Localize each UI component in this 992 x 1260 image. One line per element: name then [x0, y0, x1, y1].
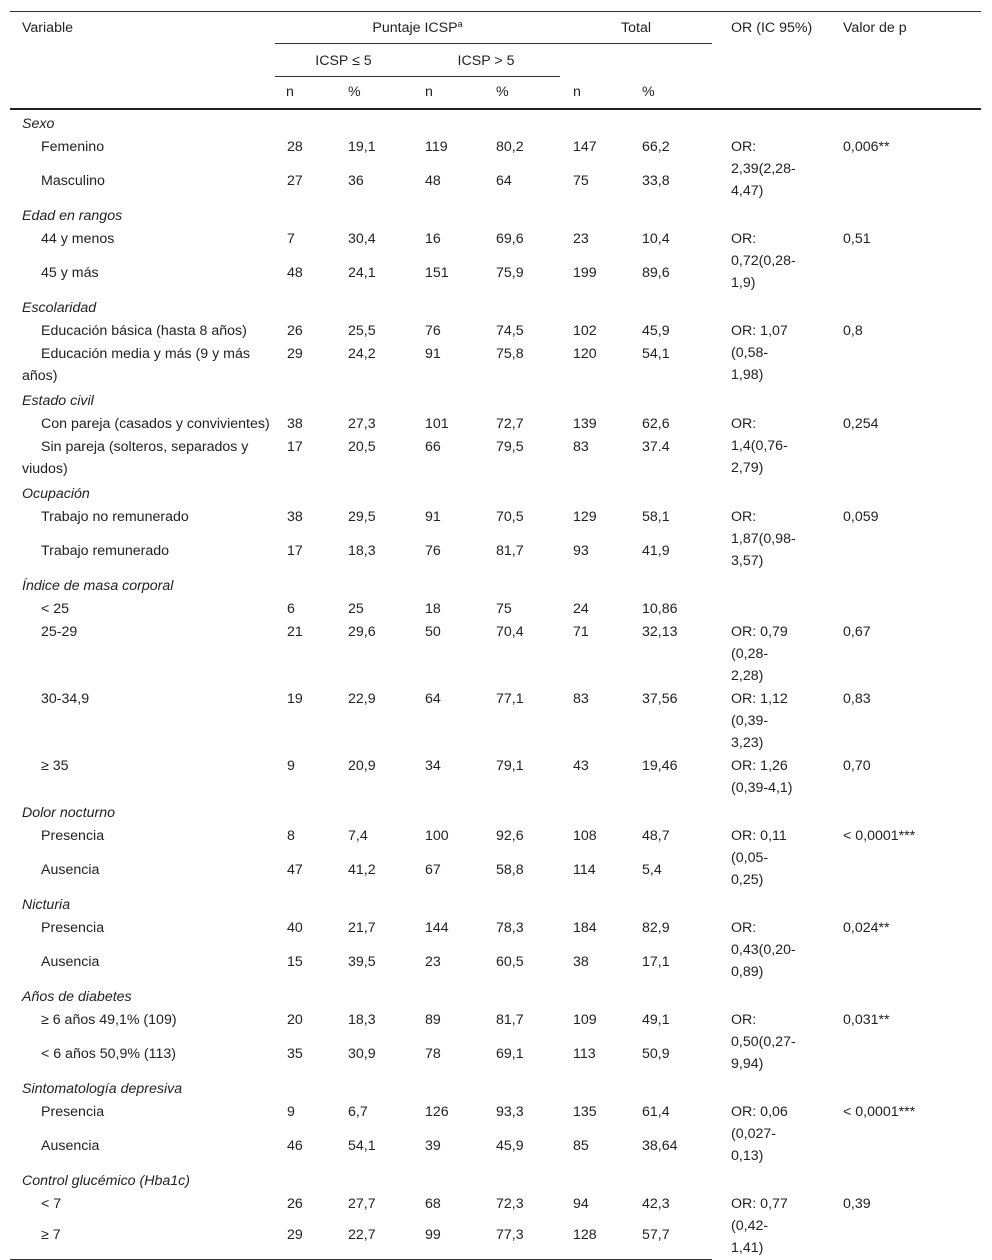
row-cell: 15	[287, 953, 303, 970]
row-cell: 30,9	[348, 1045, 376, 1062]
table-row	[10, 916, 981, 950]
row-cell: 50,9	[642, 1045, 670, 1062]
row-cell: 64	[425, 691, 441, 707]
section-row	[10, 387, 981, 412]
row-cell: 101	[425, 416, 449, 432]
row-label	[10, 1008, 275, 1042]
row-cell: 78	[425, 1045, 441, 1062]
section-row	[10, 1167, 981, 1192]
header-n-2: n	[412, 77, 483, 110]
header-pct-3: %	[629, 77, 712, 110]
p-value-cell: 0,67	[843, 624, 871, 640]
row-cell: 108	[573, 828, 597, 844]
row-cell: 54,1	[348, 1137, 376, 1154]
row-cell: 102	[573, 323, 597, 339]
row-cell: 29,6	[348, 624, 376, 640]
section-row	[10, 891, 981, 916]
section-title: Estado civil	[22, 393, 94, 409]
row-cell: 126	[425, 1104, 449, 1120]
table-row	[10, 754, 981, 799]
table-row	[10, 1192, 981, 1223]
row-cell: 70,4	[496, 624, 524, 640]
row-cell: 72,7	[496, 416, 524, 432]
odds-ratio-cell: OR: 2,39(2,28-4,47)	[731, 139, 796, 199]
row-cell: 62,6	[642, 416, 670, 432]
row-cell: 70,5	[496, 509, 524, 525]
header-pct-1: %	[337, 77, 412, 110]
row-cell: 17,1	[642, 953, 670, 970]
header-variable: Variable	[10, 12, 275, 44]
section-row	[10, 1075, 981, 1100]
row-cell: 129	[573, 509, 597, 525]
row-cell: 47	[287, 861, 303, 878]
row-cell: 147	[573, 139, 597, 155]
row-cell: 5,4	[642, 861, 662, 878]
row-cell: 75,9	[496, 264, 524, 281]
row-cell: 38,64	[642, 1137, 678, 1154]
row-cell: 22,7	[337, 1223, 412, 1260]
row-label	[10, 754, 275, 799]
row-cell: 19,1	[348, 139, 376, 155]
row-label-text: ≥ 6 años 49,1% (109)	[41, 1012, 177, 1028]
row-label-text: 25-29	[41, 624, 78, 640]
odds-ratio-cell: OR: 0,43(0,20-0,89)	[731, 920, 796, 980]
row-label-text: Presencia	[41, 1104, 105, 1120]
table-row	[10, 687, 981, 754]
section-row	[10, 294, 981, 319]
row-label	[10, 620, 275, 687]
row-label-text: 30-34,9	[41, 691, 90, 707]
row-cell: 18	[425, 601, 441, 617]
odds-ratio-cell: OR: 0,50(0,27-9,94)	[731, 1012, 796, 1072]
row-cell: 27,7	[348, 1196, 376, 1212]
table-row	[10, 505, 981, 539]
section-title: Nicturia	[22, 897, 71, 913]
row-label	[10, 135, 275, 169]
row-cell: 68	[425, 1196, 441, 1212]
row-cell: 75	[573, 172, 589, 189]
odds-ratio-cell: OR: 1,87(0,98-3,57)	[731, 509, 796, 569]
row-cell: 43	[573, 758, 589, 774]
row-label	[10, 505, 275, 539]
row-cell: 120	[573, 346, 597, 362]
p-value-cell: 0,70	[843, 758, 871, 774]
row-cell: 39,5	[348, 953, 376, 970]
row-cell: 99	[412, 1223, 483, 1260]
header-pct-2: %	[483, 77, 560, 110]
row-cell: 38	[287, 416, 303, 432]
row-cell: 26	[287, 323, 303, 339]
row-cell: 85	[573, 1137, 589, 1154]
section-title: Control glucémico (Hba1c)	[22, 1173, 190, 1189]
row-cell: 151	[425, 264, 449, 281]
row-cell: 89,6	[642, 264, 670, 281]
row-label-text: < 7	[41, 1196, 62, 1212]
row-label	[10, 319, 275, 342]
row-label	[10, 539, 275, 573]
row-cell: 72,3	[496, 1196, 524, 1212]
section-title: Dolor nocturno	[22, 805, 116, 821]
p-value-cell: < 0,0001***	[843, 828, 916, 844]
p-value-cell: < 0,0001***	[843, 1104, 916, 1120]
table-row	[10, 597, 981, 620]
row-label-text: Ausencia	[41, 1137, 100, 1154]
section-title: Escolaridad	[22, 300, 97, 316]
p-value-cell: 0,006**	[843, 139, 890, 155]
row-cell: 26	[287, 1196, 303, 1212]
section-title: Índice de masa corporal	[22, 578, 174, 594]
row-cell: 29,5	[348, 509, 376, 525]
p-value-cell: 0,83	[843, 691, 871, 707]
header-n-1: n	[275, 77, 337, 110]
row-label-text: Sin pareja (solteros, separados y viudos)	[22, 439, 249, 477]
row-cell: 6,7	[348, 1104, 368, 1120]
row-cell: 79,5	[496, 439, 524, 455]
row-cell: 8	[287, 828, 295, 844]
row-cell: 29	[287, 346, 303, 362]
row-cell: 94	[573, 1196, 589, 1212]
row-cell: 27	[287, 172, 303, 189]
row-cell: 41,2	[348, 861, 376, 878]
row-cell: 10,86	[642, 601, 678, 617]
row-cell: 6	[287, 601, 295, 617]
row-label	[10, 1192, 275, 1223]
row-cell: 20	[287, 1012, 303, 1028]
row-cell: 7	[287, 231, 295, 247]
odds-ratio-cell: OR: 0,72(0,28-1,9)	[731, 231, 796, 291]
odds-ratio-cell: OR: 1,4(0,76-2,79)	[731, 416, 788, 476]
row-label	[10, 597, 275, 620]
p-value-cell: 0,031**	[843, 1012, 890, 1028]
row-label-text: Educación media y más (9 y más años)	[22, 346, 250, 384]
section-row	[10, 572, 981, 597]
row-cell: 100	[425, 828, 449, 844]
row-cell: 93,3	[496, 1104, 524, 1120]
row-cell: 7,4	[348, 828, 368, 844]
row-label	[10, 824, 275, 858]
row-label-text: Ausencia	[41, 861, 100, 878]
row-cell: 76	[425, 542, 441, 559]
odds-ratio-cell: OR: 0,06 (0,027-0,13)	[731, 1104, 788, 1164]
row-label	[10, 435, 275, 480]
results-table	[10, 11, 981, 1260]
row-cell: 23	[425, 953, 441, 970]
header-n-3: n	[560, 77, 629, 110]
row-cell: 33,8	[642, 172, 670, 189]
row-cell: 18,3	[348, 542, 376, 559]
row-label-text: 45 y más	[41, 264, 99, 281]
row-cell: 40	[287, 920, 303, 936]
row-cell: 24,2	[348, 346, 376, 362]
row-cell: 199	[573, 264, 597, 281]
row-label	[10, 950, 275, 984]
table-row	[10, 135, 981, 169]
row-cell: 119	[425, 139, 448, 155]
row-cell: 21,7	[348, 920, 376, 936]
odds-ratio-cell: OR: 0,79 (0,28-2,28)	[731, 624, 788, 684]
row-cell: 20,9	[348, 758, 376, 774]
row-label	[10, 1100, 275, 1134]
header-group1: ICSP ≤ 5	[275, 44, 412, 77]
row-cell: 135	[573, 1104, 597, 1120]
row-label	[10, 169, 275, 203]
row-cell: 57,7	[629, 1223, 712, 1260]
row-label-text: Presencia	[41, 920, 105, 936]
row-cell: 60,5	[496, 953, 524, 970]
row-label-text: ≥ 35	[41, 758, 69, 774]
row-cell: 22,9	[348, 691, 376, 707]
row-cell: 46	[287, 1137, 303, 1154]
odds-ratio-cell: OR: 1,07 (0,58-1,98)	[731, 323, 788, 383]
row-cell: 29	[275, 1223, 337, 1260]
table-row	[10, 1100, 981, 1134]
row-cell: 69,6	[496, 231, 524, 247]
row-cell: 23	[573, 231, 589, 247]
row-cell: 50	[425, 624, 441, 640]
row-cell: 58,1	[642, 509, 670, 525]
row-label-text: Masculino	[41, 172, 105, 189]
row-label-text: Ausencia	[41, 953, 100, 970]
row-cell: 34	[425, 758, 441, 774]
row-cell: 81,7	[496, 542, 524, 559]
row-label-text: ≥ 7	[41, 1226, 61, 1243]
row-cell: 64	[496, 172, 512, 189]
row-cell: 83	[573, 691, 589, 707]
row-cell: 71	[573, 624, 589, 640]
row-label	[10, 916, 275, 950]
row-label-text: Trabajo no remunerado	[41, 509, 189, 525]
row-cell: 77,3	[483, 1223, 560, 1260]
odds-ratio-cell: OR: 0,77 (0,42-1,41)	[731, 1196, 788, 1256]
p-value-cell: 0,254	[843, 416, 879, 432]
section-row	[10, 480, 981, 505]
row-cell: 37.4	[642, 439, 670, 455]
row-cell: 58,8	[496, 861, 524, 878]
row-cell: 61,4	[642, 1104, 670, 1120]
row-label	[10, 1042, 275, 1076]
row-cell: 67	[425, 861, 441, 878]
odds-ratio-cell: OR: 0,11 (0,05-0,25)	[731, 828, 787, 888]
row-cell: 66,2	[642, 139, 670, 155]
row-cell: 19,46	[642, 758, 678, 774]
section-row	[10, 983, 981, 1008]
row-cell: 9	[287, 758, 295, 774]
header-pvalue: Valor de p	[840, 12, 981, 44]
row-cell: 91	[425, 346, 441, 362]
row-cell: 184	[573, 920, 597, 936]
row-cell: 28	[287, 139, 303, 155]
header-puntaje: Puntaje ICSP$^a$	[275, 12, 560, 44]
p-value-cell: 0,059	[843, 509, 879, 525]
row-cell: 36	[348, 172, 364, 189]
p-value-cell: 0,51	[843, 231, 871, 247]
row-cell: 18,3	[348, 1012, 376, 1028]
header-group2: ICSP > 5	[412, 44, 560, 77]
row-label-text: Con pareja (casados y convivientes)	[41, 416, 270, 432]
row-cell: 21	[287, 624, 303, 640]
row-label	[10, 412, 275, 435]
section-row	[10, 799, 981, 824]
row-cell: 27,3	[348, 416, 376, 432]
row-cell: 49,1	[642, 1012, 670, 1028]
row-label	[10, 1223, 275, 1260]
row-cell: 83	[573, 439, 589, 455]
row-label-text: Educación básica (hasta 8 años)	[41, 323, 247, 339]
row-cell: 89	[425, 1012, 441, 1028]
odds-ratio-cell: OR: 1,12 (0,39-3,23)	[731, 691, 788, 751]
table-row	[10, 620, 981, 687]
row-cell: 9	[287, 1104, 295, 1120]
row-cell: 77,1	[496, 691, 524, 707]
row-cell: 24,1	[348, 264, 376, 281]
row-cell: 113	[573, 1045, 596, 1062]
row-cell: 114	[573, 861, 596, 878]
section-title: Ocupación	[22, 486, 90, 502]
header-or: OR (IC 95%)	[712, 12, 840, 44]
table-row	[10, 227, 981, 261]
p-value-cell: 0,8	[843, 323, 863, 339]
table-row	[10, 824, 981, 858]
section-title: Sexo	[22, 116, 55, 132]
row-label	[10, 261, 275, 295]
row-label-text: Trabajo remunerado	[41, 542, 170, 559]
row-cell: 38	[287, 509, 303, 525]
row-cell: 80,2	[496, 139, 524, 155]
row-cell: 93	[573, 542, 589, 559]
row-cell: 74,5	[496, 323, 524, 339]
row-cell: 10,4	[642, 231, 670, 247]
row-cell: 128	[560, 1223, 629, 1260]
section-title: Edad en rangos	[22, 208, 123, 224]
row-cell: 38	[573, 953, 589, 970]
p-value-cell: 0,024**	[843, 920, 890, 936]
p-value-cell: 0,39	[843, 1196, 871, 1212]
row-label	[10, 858, 275, 892]
section-row	[10, 109, 981, 135]
row-label	[10, 342, 275, 387]
row-cell: 32,13	[642, 624, 678, 640]
table-row	[10, 319, 981, 342]
row-cell: 92,6	[496, 828, 524, 844]
row-cell: 144	[425, 920, 449, 936]
section-row	[10, 202, 981, 227]
row-cell: 20,5	[348, 439, 376, 455]
row-cell: 79,1	[496, 758, 524, 774]
row-label-text: 44 y menos	[41, 231, 115, 247]
odds-ratio-cell: OR: 1,26 (0,39-4,1)	[731, 758, 793, 796]
table-row	[10, 1008, 981, 1042]
row-cell: 75	[496, 601, 512, 617]
row-label-text: < 6 años 50,9% (113)	[41, 1045, 177, 1062]
row-cell: 48	[425, 172, 441, 189]
section-title: Sintomatología depresiva	[22, 1081, 183, 1097]
row-cell: 37,56	[642, 691, 678, 707]
section-title: Años de diabetes	[22, 989, 132, 1005]
row-cell: 45,9	[496, 1137, 524, 1154]
row-label	[10, 227, 275, 261]
row-label-text: Femenino	[41, 139, 105, 155]
row-cell: 16	[425, 231, 441, 247]
row-label	[10, 1134, 275, 1168]
row-cell: 30,4	[348, 231, 376, 247]
row-cell: 75,8	[496, 346, 524, 362]
row-cell: 42,3	[642, 1196, 670, 1212]
header-total: Total	[560, 12, 712, 44]
row-cell: 17	[287, 439, 303, 455]
row-cell: 76	[425, 323, 441, 339]
table-body	[10, 109, 981, 1259]
row-label-text: Presencia	[41, 828, 105, 844]
row-cell: 25,5	[348, 323, 376, 339]
row-cell: 82,9	[642, 920, 670, 936]
results-table-container	[10, 11, 981, 1260]
row-cell: 45,9	[642, 323, 670, 339]
row-label-text: < 25	[41, 601, 70, 617]
row-cell: 17	[287, 542, 303, 559]
row-cell: 66	[425, 439, 441, 455]
row-cell: 91	[425, 509, 441, 525]
row-cell: 139	[573, 416, 597, 432]
row-cell: 25	[348, 601, 364, 617]
row-cell: 39	[425, 1137, 441, 1154]
row-cell: 19	[287, 691, 303, 707]
table-header	[10, 12, 981, 110]
row-cell: 81,7	[496, 1012, 524, 1028]
row-cell: 78,3	[496, 920, 524, 936]
row-cell: 35	[287, 1045, 303, 1062]
row-cell: 54,1	[642, 346, 670, 362]
row-cell: 109	[573, 1012, 597, 1028]
row-cell: 41,9	[642, 542, 670, 559]
row-label	[10, 687, 275, 754]
row-cell: 69,1	[496, 1045, 524, 1062]
row-cell: 24	[573, 601, 589, 617]
row-cell: 48,7	[642, 828, 670, 844]
table-row	[10, 412, 981, 435]
row-cell: 48	[287, 264, 303, 281]
